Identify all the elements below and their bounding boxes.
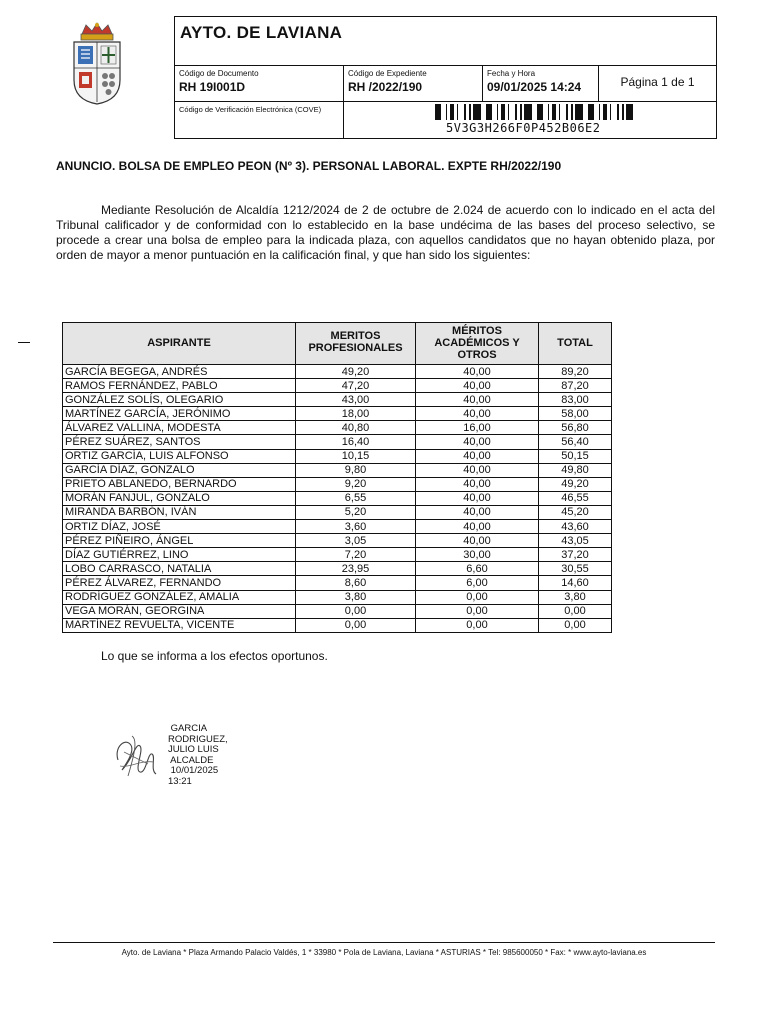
total-value: 14,60 — [539, 576, 612, 590]
candidate-name: PÉREZ PIÑEIRO, ÁNGEL — [63, 534, 296, 548]
total-value: 37,20 — [539, 548, 612, 562]
total-value: 0,00 — [539, 604, 612, 618]
candidate-name: LOBO CARRASCO, NATALIA — [63, 562, 296, 576]
candidate-name: MARTÍNEZ REVUELTA, VICENTE — [63, 618, 296, 632]
header-title-row — [175, 17, 716, 66]
total-value: 30,55 — [539, 562, 612, 576]
table-row — [63, 505, 612, 519]
candidate-name: MIRANDA BARBÓN, IVÁN — [63, 505, 296, 519]
professional-merits-value: 18,00 — [296, 407, 416, 421]
cove-divider — [343, 102, 344, 139]
candidate-name: PÉREZ ÁLVAREZ, FERNANDO — [63, 576, 296, 590]
total-value: 46,55 — [539, 491, 612, 505]
table-body — [63, 365, 612, 633]
document-header — [174, 16, 717, 139]
table-row — [63, 365, 612, 379]
signature-line: JULIO LUIS — [168, 744, 219, 755]
candidate-name: RAMOS FERNÁNDEZ, PABLO — [63, 379, 296, 393]
total-value: 43,60 — [539, 520, 612, 534]
candidates-table — [62, 322, 612, 633]
total-value: 49,80 — [539, 463, 612, 477]
table-row — [63, 491, 612, 505]
table-row — [63, 562, 612, 576]
total-value: 3,80 — [539, 590, 612, 604]
document-code-label: Código de Documento — [179, 69, 259, 78]
academic-merits-value: 40,00 — [416, 491, 539, 505]
academic-merits-value: 0,00 — [416, 590, 539, 604]
academic-merits-value: 0,00 — [416, 604, 539, 618]
candidate-name: ÁLVAREZ VALLINA, MODESTA — [63, 421, 296, 435]
academic-merits-value: 16,00 — [416, 421, 539, 435]
signature-line: GARCIA — [168, 723, 208, 734]
academic-merits-value: 6,00 — [416, 576, 539, 590]
candidate-name: MARTÍNEZ GARCÍA, JERÓNIMO — [63, 407, 296, 421]
signature-line: ALCALDE — [168, 754, 214, 766]
expediente-value: RH /2022/190 — [348, 80, 423, 94]
total-value: 56,40 — [539, 435, 612, 449]
academic-merits-value: 40,00 — [416, 435, 539, 449]
table-row — [63, 520, 612, 534]
total-value: 83,00 — [539, 393, 612, 407]
academic-merits-value: 40,00 — [416, 379, 539, 393]
candidate-name: VEGA MORÁN, GEORGINA — [63, 604, 296, 618]
document-title: ANUNCIO. BOLSA DE EMPLEO PEON (Nº 3). PERSONAL LABORAL. EXPTE RH/2022/190 — [56, 159, 562, 173]
professional-merits-value: 3,05 — [296, 534, 416, 548]
datetime-value: 09/01/2025 14:24 — [487, 80, 582, 94]
academic-merits-value: 40,00 — [416, 505, 539, 519]
academic-merits-value: 30,00 — [416, 548, 539, 562]
page-number: Página 1 de 1 — [620, 75, 695, 89]
academic-merits-value: 6,60 — [416, 562, 539, 576]
table-row — [63, 618, 612, 632]
professional-merits-value: 5,20 — [296, 505, 416, 519]
page-number-cell — [599, 66, 716, 102]
datetime-cell — [483, 66, 599, 102]
professional-merits-value: 9,80 — [296, 463, 416, 477]
professional-merits-value: 43,00 — [296, 393, 416, 407]
academic-merits-value: 40,00 — [416, 449, 539, 463]
total-value: 50,15 — [539, 449, 612, 463]
datetime-label: Fecha y Hora — [487, 69, 536, 78]
professional-merits-value: 8,60 — [296, 576, 416, 590]
academic-merits-value: 40,00 — [416, 407, 539, 421]
professional-merits-value: 0,00 — [296, 604, 416, 618]
column-header-total: TOTAL — [539, 323, 612, 365]
academic-merits-value: 40,00 — [416, 477, 539, 491]
table-row — [63, 449, 612, 463]
table-row — [63, 463, 612, 477]
academic-merits-value: 40,00 — [416, 463, 539, 477]
intro-paragraph: Mediante Resolución de Alcaldía 1212/2024 de 2 de octubre de 2.024 de acuerdo con lo indicado en el acta del Tribunal calificador y de conformidad con lo establecido en la base undécima de las bases del proceso selectivo, se procede a crear una bolsa de empleo para la indicada plaza, con aquellos candidatos que no hayan obtenido plaza, por orden de mayor a menor puntuación en la calificación final, y que han sido los siguientes: — [56, 203, 715, 262]
candidate-name: GONZÁLEZ SOLÍS, OLEGARIO — [63, 393, 296, 407]
candidate-name: GARCÍA BEGEGA, ANDRÉS — [63, 365, 296, 379]
academic-merits-value: 40,00 — [416, 393, 539, 407]
table-row — [63, 548, 612, 562]
column-header-meritos-profesionales: MERITOS PROFESIONALES — [296, 323, 416, 365]
total-value: 89,20 — [539, 365, 612, 379]
cove-label: Código de Verificación Electrónica (COVE) — [179, 105, 322, 114]
professional-merits-value: 23,95 — [296, 562, 416, 576]
table-row — [63, 604, 612, 618]
total-value: 87,20 — [539, 379, 612, 393]
candidate-name: ORTIZ DÍAZ, JOSÉ — [63, 520, 296, 534]
total-value: 58,00 — [539, 407, 612, 421]
total-value: 56,80 — [539, 421, 612, 435]
table-header-row — [63, 323, 612, 365]
candidate-name: GARCÍA DÍAZ, GONZALO — [63, 463, 296, 477]
professional-merits-value: 7,20 — [296, 548, 416, 562]
candidate-name: MORÁN FANJUL, GONZALO — [63, 491, 296, 505]
professional-merits-value: 49,20 — [296, 365, 416, 379]
handwritten-signature — [110, 730, 162, 782]
signature-block — [168, 724, 228, 787]
signature-line: RODRIGUEZ, — [168, 733, 228, 745]
total-value: 49,20 — [539, 477, 612, 491]
signature-line: 13:21 — [168, 775, 192, 787]
expediente-label: Código de Expediente — [348, 69, 427, 78]
table-row — [63, 435, 612, 449]
organization-name: AYTO. DE LAVIANA — [180, 23, 343, 42]
page-footer: Ayto. de Laviana * Plaza Armando Palacio Valdés, 1 * 33980 * Pola de Laviana, Laviana * ASTURIAS * Tel: 985600050 * Fax: * www.ayto-laviana.es — [121, 948, 647, 957]
table-row — [63, 534, 612, 548]
candidate-name: PRIETO ABLANEDO, BERNARDO — [63, 477, 296, 491]
table-row — [63, 379, 612, 393]
professional-merits-value: 16,40 — [296, 435, 416, 449]
professional-merits-value: 47,20 — [296, 379, 416, 393]
table-row — [63, 393, 612, 407]
expediente-cell — [344, 66, 483, 102]
candidate-name: ORTIZ GARCÍA, LUIS ALFONSO — [63, 449, 296, 463]
academic-merits-value: 40,00 — [416, 520, 539, 534]
table-row — [63, 576, 612, 590]
column-header-aspirante: ASPIRANTE — [63, 323, 296, 365]
document-code-value: RH 19I001D — [179, 80, 246, 94]
table-row — [63, 421, 612, 435]
candidate-name: PÉREZ SUÁREZ, SANTOS — [63, 435, 296, 449]
table-row — [63, 477, 612, 491]
professional-merits-value: 6,55 — [296, 491, 416, 505]
candidate-name: RODRÍGUEZ GONZÁLEZ, AMALIA — [63, 590, 296, 604]
barcode-image — [435, 104, 633, 120]
professional-merits-value: 10,15 — [296, 449, 416, 463]
total-value: 45,20 — [539, 505, 612, 519]
academic-merits-value: 40,00 — [416, 365, 539, 379]
academic-merits-value: 40,00 — [416, 534, 539, 548]
academic-merits-value: 0,00 — [416, 618, 539, 632]
total-value: 43,05 — [539, 534, 612, 548]
professional-merits-value: 3,60 — [296, 520, 416, 534]
cove-code: 5V3G3H266F0P452B06E2 — [446, 121, 601, 135]
column-header-meritos-academicos: MÉRITOS ACADÉMICOS Y OTROS — [416, 323, 539, 365]
document-code-cell — [175, 66, 344, 102]
professional-merits-value: 40,80 — [296, 421, 416, 435]
professional-merits-value: 0,00 — [296, 618, 416, 632]
table-row — [63, 590, 612, 604]
margin-mark — [18, 342, 30, 343]
table-row — [63, 407, 612, 421]
closing-text: Lo que se informa a los efectos oportunos. — [101, 649, 328, 663]
total-value: 0,00 — [539, 618, 612, 632]
candidate-name: DÍAZ GUTIÉRREZ, LINO — [63, 548, 296, 562]
coat-of-arms-logo — [68, 20, 126, 106]
signature-line: 10/01/2025 — [168, 765, 219, 776]
professional-merits-value: 9,20 — [296, 477, 416, 491]
professional-merits-value: 3,80 — [296, 590, 416, 604]
footer-divider — [53, 942, 715, 943]
